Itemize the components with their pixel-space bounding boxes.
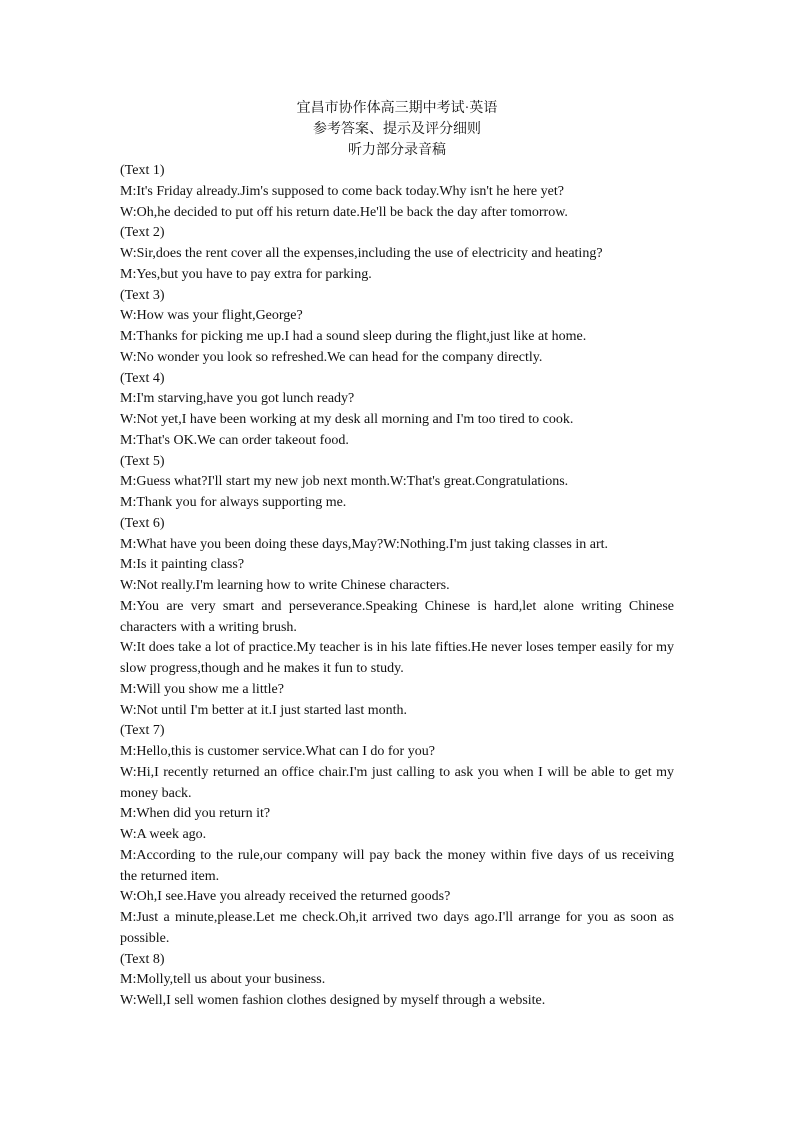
transcript-line: W:Oh,he decided to put off his return date.He'll be back the day after tomorrow. bbox=[120, 204, 568, 220]
transcript-line: M:What have you been doing these days,May?W:Nothing.I'm just taking classes in art. bbox=[120, 536, 609, 552]
transcript-line: M:Will you show me a little? bbox=[120, 681, 284, 697]
transcript-line: (Text 8) bbox=[120, 951, 165, 967]
transcript-line: M:Thank you for always supporting me. bbox=[120, 495, 347, 510]
transcript-line: M:Just a minute,please.Let me check.Oh,it arrived two days ago.I'll arrange for you as soon as possible. bbox=[120, 910, 674, 946]
transcript-line: M:According to the rule,our company will pay back the money within five days of us receiving the returned item. bbox=[120, 847, 674, 884]
transcript-line: (Text 3) bbox=[120, 287, 165, 303]
transcript-line: W:Not until I'm better at it.I just started last month. bbox=[120, 702, 408, 718]
transcript-line: (Text 1) bbox=[120, 163, 165, 178]
transcript-line: W:How was your flight,George? bbox=[120, 308, 303, 324]
document-subtitle: 参考答案、提示及评分细则 bbox=[313, 122, 481, 137]
transcript-line: (Text 4) bbox=[120, 370, 165, 386]
section-title: 听力部分录音稿 bbox=[348, 143, 446, 158]
transcript-line: M:Yes,but you have to pay extra for parking. bbox=[120, 266, 372, 282]
transcript-line: W:Not yet,I have been working at my desk all morning and I'm too tired to cook. bbox=[120, 412, 574, 427]
transcript-line: (Text 7) bbox=[120, 723, 165, 739]
transcript-line: M:Molly,tell us about your business. bbox=[120, 972, 326, 988]
transcript-line: M:Thanks for picking me up.I had a sound sleep during the flight,just like at home. bbox=[120, 329, 587, 344]
transcript-line: M:That's OK.We can order takeout food. bbox=[120, 432, 349, 448]
transcript-line: (Text 2) bbox=[120, 225, 165, 241]
transcript-line: W:A week ago. bbox=[120, 827, 207, 842]
transcript-line: (Text 6) bbox=[120, 515, 165, 531]
transcript-line: M:Hello,this is customer service.What can I do for you? bbox=[120, 744, 435, 759]
transcript-line: W:Hi,I recently returned an office chair.I'm just calling to ask you when I will be able to get my money back. bbox=[120, 764, 674, 801]
transcript-line: W:No wonder you look so refreshed.We can head for the company directly. bbox=[120, 349, 543, 365]
document-title: 宜昌市协作体高三期中考试·英语 bbox=[296, 101, 498, 116]
transcript-line: (Text 5) bbox=[120, 453, 165, 469]
transcript-line: M:You are very smart and perseverance.Speaking Chinese is hard,let alone writing Chinese characters with a writing brush. bbox=[120, 598, 674, 635]
document-page bbox=[120, 98, 674, 1012]
transcript-line: W:Sir,does the rent cover all the expenses,including the use of electricity and heating? bbox=[120, 246, 603, 261]
transcript-line: M:I'm starving,have you got lunch ready? bbox=[120, 391, 355, 407]
transcript-line: W:Oh,I see.Have you already received the returned goods? bbox=[120, 889, 451, 905]
transcript-body bbox=[120, 161, 674, 1012]
header bbox=[120, 98, 674, 161]
transcript-line: M:Is it painting class? bbox=[120, 557, 245, 573]
transcript-line: W:Not really.I'm learning how to write Chinese characters. bbox=[120, 578, 450, 593]
transcript-line: W:Well,I sell women fashion clothes designed by myself through a website. bbox=[120, 993, 546, 1008]
transcript-line: M:It's Friday already.Jim's supposed to come back today.Why isn't he here yet? bbox=[120, 183, 564, 199]
transcript-line: W:It does take a lot of practice.My teacher is in his late fifties.He never loses temper easily for my slow progress,though and he makes it fun to study. bbox=[120, 640, 674, 676]
transcript-line: M:Guess what?I'll start my new job next month.W:That's great.Congratulations. bbox=[120, 474, 569, 490]
transcript-line: M:When did you return it? bbox=[120, 806, 271, 822]
